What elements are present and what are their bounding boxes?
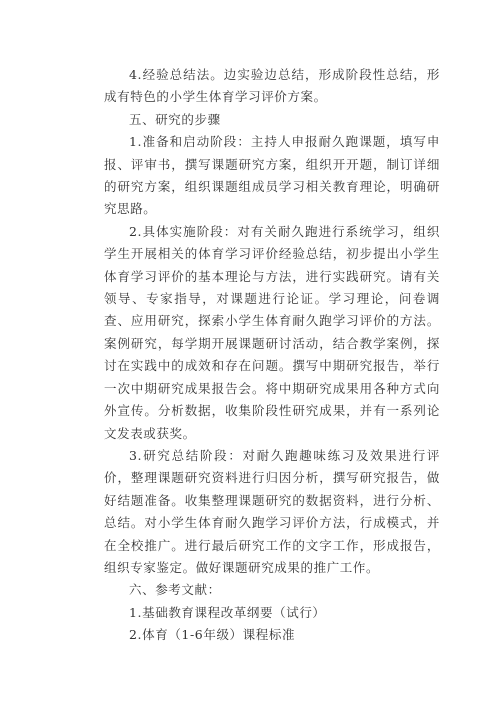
reference-item-1: 1.基础教育课程改革纲要（试行）: [129, 604, 326, 620]
reference-item-2: 2.体育（1-6年级）课程标准: [129, 627, 296, 643]
section-heading-references: 六、参考文献：: [129, 582, 221, 598]
paragraph-step-2: 2.具体实施阶段：对有关耐久跑进行系统学习，组织学生开展相关的体育学习评价经验总结，初步提出小学生体育学习评价的基本理论与方法，进行实践研究。请有关领导、专家指导，对课题进行论证。学习理论，问卷调查、应用研究，探索小学生体育耐久跑学习评价的方法。案例研究，每学期开展课题研讨活动，结合教学案例，探讨在实践中的成效和存在问题。撰写中期研究报告，举行一次中期研究成果报告会。将中期研究成果用各种方式向外宣传。分析数据，收集阶段性研究成果，并有一系列论文发表或获奖。: [104, 223, 440, 441]
document-body: [104, 64, 440, 647]
section-heading-research-steps: 五、研究的步骤: [129, 111, 221, 127]
paragraph-step-1: 1.准备和启动阶段：主持人申报耐久跑课题，填写申报、评审书，撰写课题研究方案，组织开开题，制订详细的研究方案，组织课题组成员学习相关教育理论，明确研究思路。: [104, 134, 440, 217]
paragraph-method-4: 4.经验总结法。边实验边总结，形成阶段性总结，形成有特色的小学生体育学习评价方案。: [104, 67, 440, 105]
paragraph-step-3: 3.研究总结阶段：对耐久跑趣味练习及效果进行评价，整理课题研究资料进行归因分析，撰写研究报告，做好结题准备。收集整理课题研究的数据资料，进行分析、总结。对小学生体育耐久跑学习评价方法，行成模式，并在全校推广。进行最后研究工作的文字工作，形成报告，组织专家鉴定。做好课题研究成果的推广工作。: [104, 447, 440, 575]
